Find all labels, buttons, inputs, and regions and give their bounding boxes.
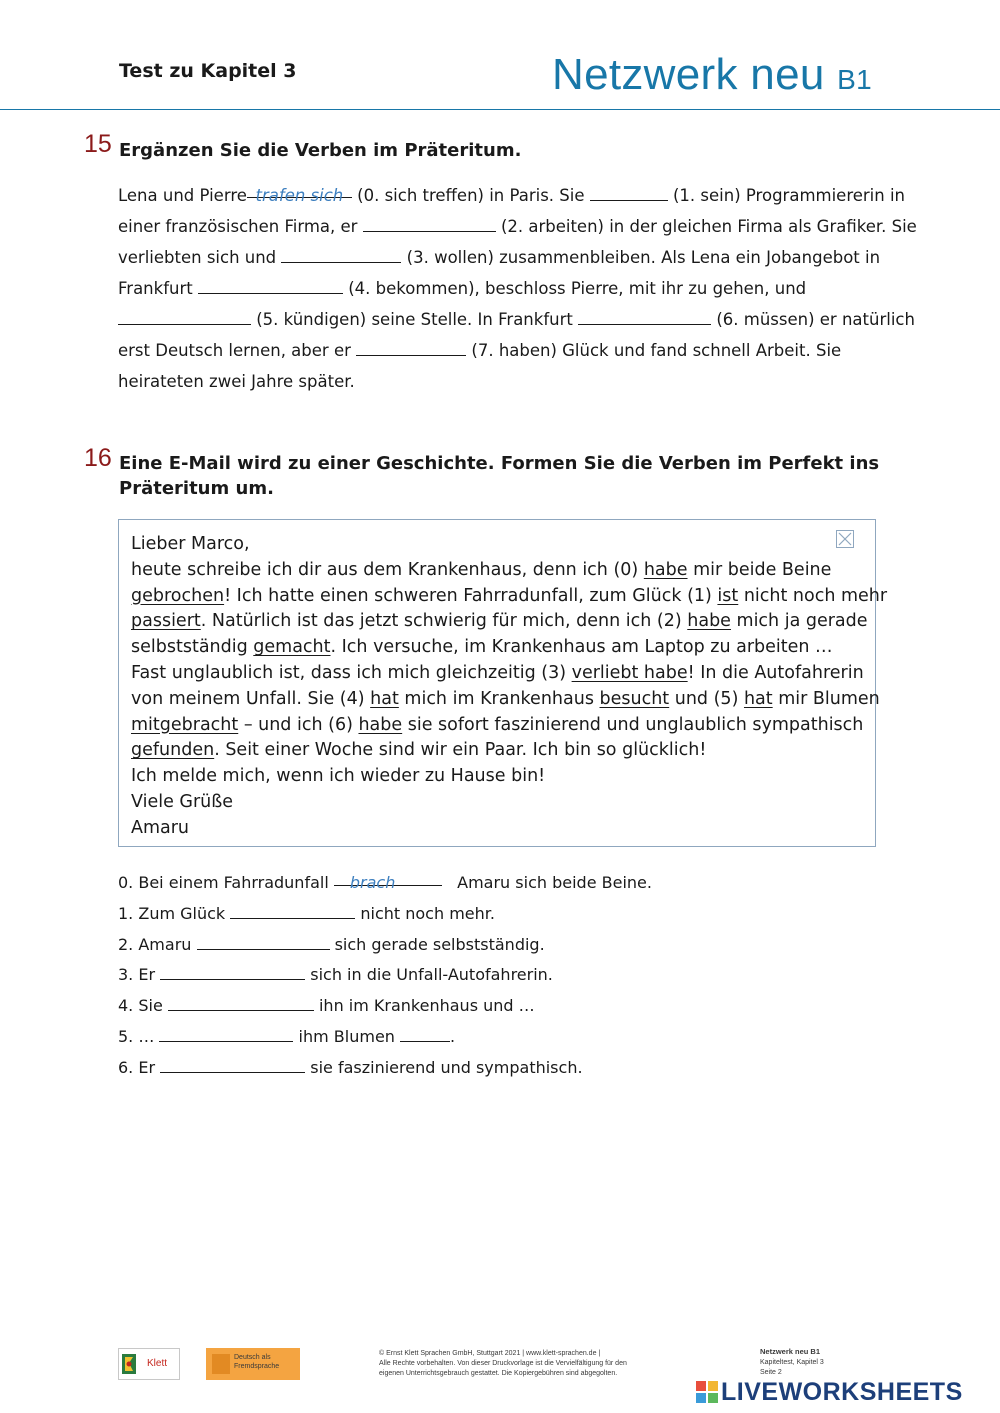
brand-name: Netzwerk neu <box>552 50 825 99</box>
answer-3-input[interactable] <box>281 245 401 263</box>
answer-6-input[interactable] <box>578 307 711 325</box>
email-line: von meinem Unfall. Sie (4) hat mich im Krankenhaus besucht und (5) hat mir Blumen <box>131 688 880 709</box>
task-row: 6. Er sie faszinierend und sympathisch. <box>118 1057 583 1077</box>
task-2-input[interactable] <box>197 933 330 950</box>
email-line: gebrochen! Ich hatte einen schweren Fahrradunfall, zum Glück (1) ist nicht noch mehr <box>131 585 888 606</box>
text-line: einer französischen Firma, er (2. arbeiten) in der gleichen Firma als Grafiker. Sie <box>118 211 898 242</box>
test-title: Test zu Kapitel 3 <box>119 60 297 82</box>
email-line: selbstständig gemacht. Ich versuche, im Krankenhaus am Laptop zu arbeiten … <box>131 637 833 658</box>
email-line: Fast unglaublich ist, dass ich mich gleichzeitig (3) verliebt habe! In die Autofahrerin <box>131 662 864 683</box>
task-row: 0. Bei einem Fahrradunfall brach Amaru sich beide Beine. <box>118 868 652 899</box>
copyright-notice: © Ernst Klett Sprachen GmbH, Stuttgart 2021 | www.klett-sprachen.de | Alle Rechte vorbehalten. Von dieser Druckvorlage ist die Vervielfältigung für den eigenen Unterrichtsgebrauch gestattet. Die Kopiergebühren sind abgegolten. <box>379 1350 627 1377</box>
email-signature: Amaru <box>131 817 190 838</box>
task-3-input[interactable] <box>160 963 305 980</box>
header-divider <box>0 109 1000 110</box>
task-6-input[interactable] <box>160 1056 305 1073</box>
klett-logo: Klett <box>118 1348 180 1380</box>
task-0-example: brach <box>334 868 442 886</box>
exercise-15-text <box>118 180 917 397</box>
task-row: 4. Sie ihn im Krankenhaus und … <box>118 996 535 1016</box>
exercise-15-instruction: Ergänzen Sie die Verben im Präteritum. <box>119 140 522 161</box>
text-line: erst Deutsch lernen, aber er (7. haben) Glück und fand schnell Arbeit. Sie <box>118 335 898 366</box>
email-line: Ich melde mich, wenn ich wieder zu Hause bin! <box>131 766 546 787</box>
task-row: 5. … ihm Blumen . <box>118 1026 456 1046</box>
brand-logo <box>552 50 872 100</box>
text-line: (5. kündigen) seine Stelle. In Frankfurt (6. müssen) er natürlich <box>118 304 898 335</box>
exercise-16-tasks <box>118 868 652 1084</box>
task-row: 3. Er sich in die Unfall-Autofahrerin. <box>118 965 553 985</box>
brand-level: B1 <box>837 64 872 95</box>
email-line: passiert. Natürlich ist das jetzt schwierig für mich, denn ich (2) habe mich ja gerade <box>131 611 868 632</box>
daf-logo-mark <box>212 1354 230 1374</box>
text-line: heirateten zwei Jahre später. <box>118 372 355 391</box>
email-closing: Viele Grüße <box>131 791 234 812</box>
exercise-16-number: 16 <box>84 444 112 472</box>
email-line: mitgebracht – und ich (6) habe sie sofort faszinierend und unglaublich sympathisch <box>131 714 864 735</box>
answer-4-input[interactable] <box>198 276 343 294</box>
task-1-input[interactable] <box>230 902 355 919</box>
email-box <box>118 519 888 847</box>
task-row: 1. Zum Glück nicht noch mehr. <box>118 903 495 923</box>
answer-7-input[interactable] <box>356 338 466 356</box>
email-greeting: Lieber Marco, <box>131 534 250 554</box>
answer-1-input[interactable] <box>590 183 668 201</box>
email-body <box>131 532 887 842</box>
task-5-input[interactable] <box>159 1025 293 1042</box>
email-line: gefunden. Seit einer Woche sind wir ein Paar. Ich bin so glücklich! <box>131 740 707 761</box>
answer-5-input[interactable] <box>118 307 251 325</box>
liveworksheets-icon <box>696 1381 718 1403</box>
task-4-input[interactable] <box>168 994 314 1011</box>
email-line: heute schreibe ich dir aus dem Krankenhaus, denn ich (0) habe mir beide Beine <box>131 559 832 580</box>
text-line: verliebten sich und (3. wollen) zusammenbleiben. Als Lena ein Jobangebot in <box>118 242 898 273</box>
answer-2-input[interactable] <box>363 214 496 232</box>
footer-meta: Netzwerk neu B1 Kapiteltest, Kapitel 3 Seite 2 <box>760 1347 824 1376</box>
text-line: Frankfurt (4. bekommen), beschloss Pierre, mit ihr zu gehen, und <box>118 273 898 304</box>
liveworksheets-watermark: LIVEWORKSHEETS <box>696 1378 963 1407</box>
daf-logo: Deutsch als Fremdsprache <box>206 1348 300 1380</box>
answer-0-example: trafen sich <box>247 180 352 198</box>
exercise-16-instruction: Eine E-Mail wird zu einer Geschichte. Formen Sie die Verben im Perfekt ins Präteritum um. <box>119 453 880 499</box>
task-5b-input[interactable] <box>400 1025 450 1042</box>
exercise-15-number: 15 <box>84 130 112 158</box>
task-row: 2. Amaru sich gerade selbstständig. <box>118 934 545 954</box>
text-line: Lena und Pierre trafen sich (0. sich treffen) in Paris. Sie (1. sein) Programmiererin in <box>118 180 898 211</box>
